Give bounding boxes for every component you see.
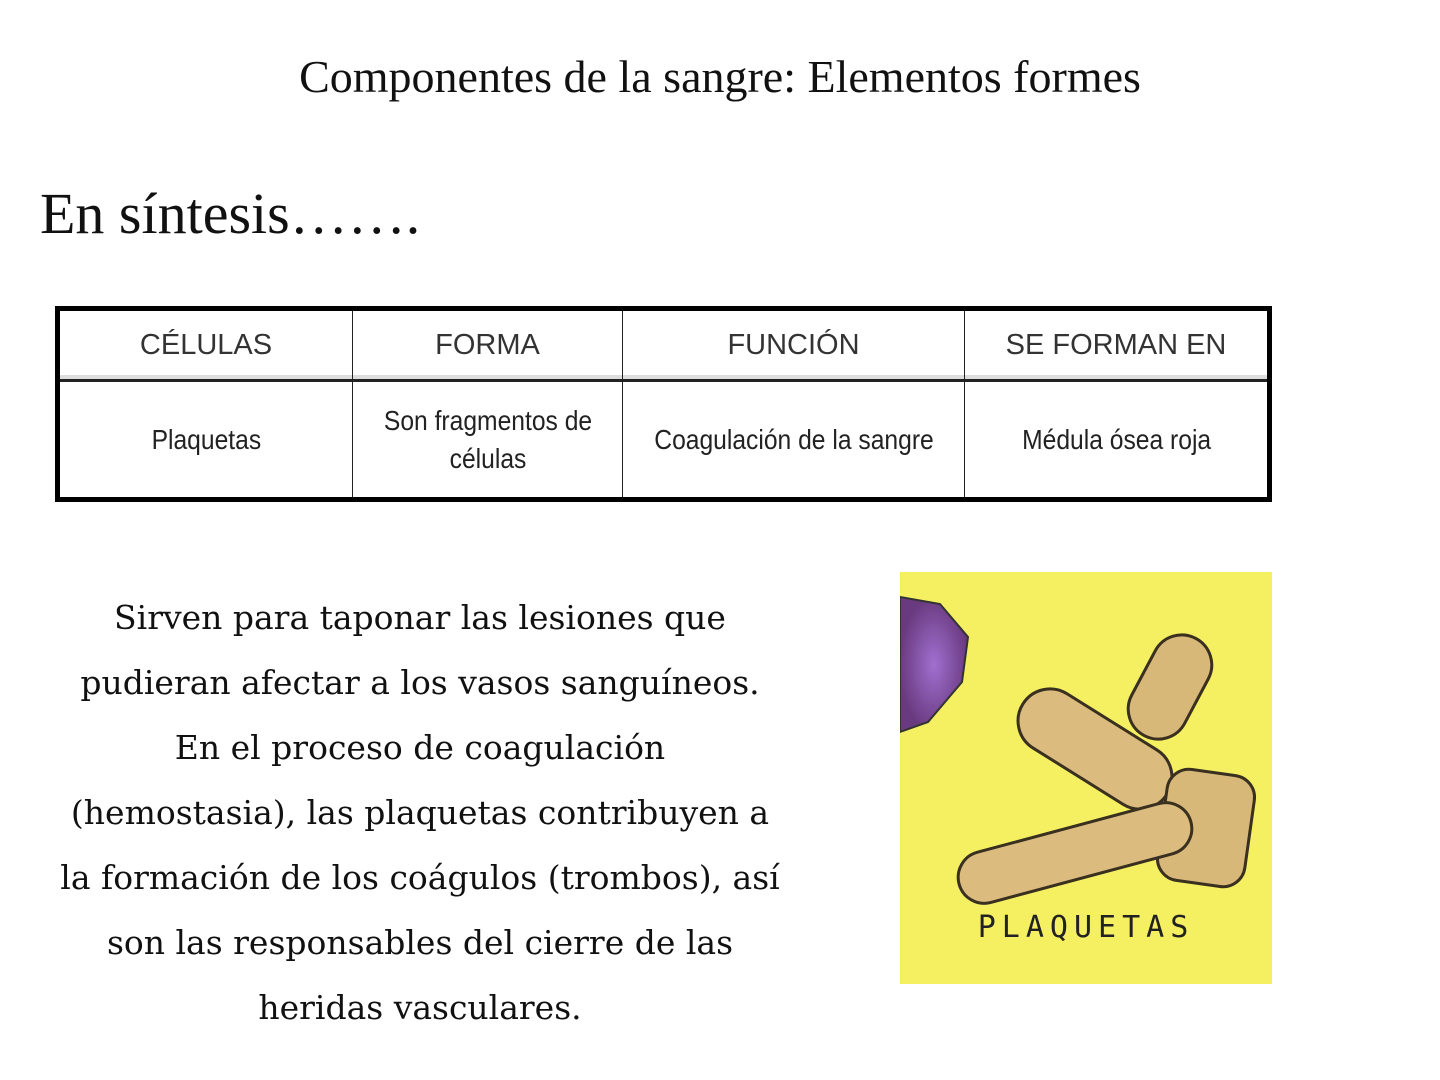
header-cell: CÉLULAS bbox=[58, 309, 353, 381]
platelets-illustration bbox=[900, 572, 1272, 984]
image-label: PLAQUETAS bbox=[977, 910, 1195, 945]
summary-table bbox=[55, 306, 1272, 502]
paragraph-line: Sirven para taponar las lesiones que bbox=[114, 598, 726, 637]
slide-title: Componentes de la sangre: Elementos formes bbox=[299, 51, 1141, 102]
paragraph-line: heridas vasculares. bbox=[258, 988, 582, 1027]
table-row bbox=[58, 381, 1270, 500]
table-cell: Coagulación de la sangre bbox=[643, 381, 944, 500]
platelet-shape bbox=[1118, 624, 1223, 749]
paragraph-line: la formación de los coágulos (trombos), así bbox=[60, 858, 780, 897]
section-heading: En síntesis……. bbox=[40, 181, 421, 246]
header-cell: FORMA bbox=[353, 309, 623, 381]
header-cell: FUNCIÓN bbox=[623, 309, 965, 381]
paragraph-line: (hemostasia), las plaquetas contribuyen a bbox=[70, 793, 770, 832]
table-cell: Médula ósea roja bbox=[983, 381, 1251, 500]
paragraph-line: En el proceso de coagulación bbox=[174, 728, 666, 767]
platelet-shape bbox=[952, 797, 1197, 909]
description-paragraph bbox=[60, 585, 780, 1040]
paragraph-line: son las responsables del cierre de las bbox=[106, 923, 734, 962]
cell-shape bbox=[900, 597, 968, 732]
table-header-row bbox=[58, 309, 1270, 381]
paragraph-line: pudieran afectar a los vasos sanguíneos. bbox=[80, 663, 760, 702]
table-cell: Son fragmentos de células bbox=[369, 381, 607, 500]
header-cell: SE FORMAN EN bbox=[965, 309, 1270, 381]
table-cell: Plaquetas bbox=[75, 381, 335, 500]
